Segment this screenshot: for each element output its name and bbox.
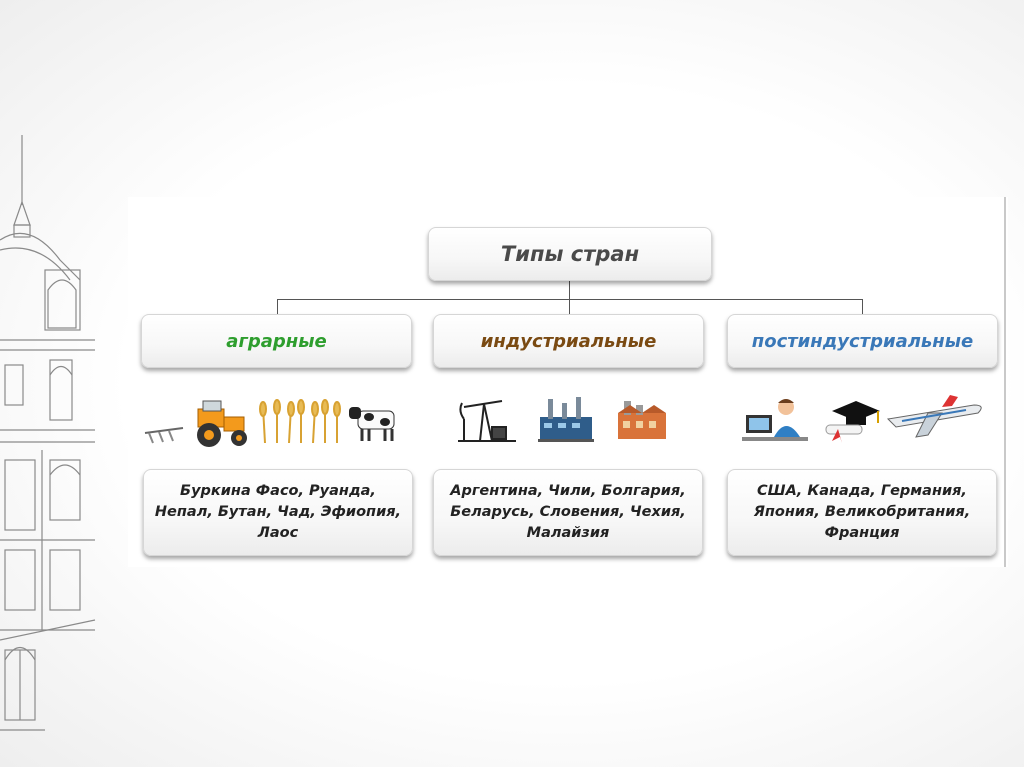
factory-icon bbox=[538, 397, 594, 442]
cow-icon bbox=[349, 407, 394, 441]
oil-pump-icon bbox=[458, 401, 516, 441]
graduation-cap-icon bbox=[826, 401, 880, 443]
connector-vertical-main bbox=[569, 281, 570, 300]
plant-icon bbox=[618, 401, 666, 439]
tractor-icon bbox=[145, 401, 247, 447]
airplane-icon bbox=[888, 395, 981, 437]
office-worker-icon bbox=[742, 399, 808, 441]
connector-right bbox=[862, 299, 863, 314]
building-sketch-decoration bbox=[0, 130, 100, 767]
node-agrarian: аграрные bbox=[141, 314, 412, 368]
postindustrial-icons bbox=[742, 393, 987, 448]
agrarian-icons bbox=[143, 395, 403, 450]
countries-industrial: Аргентина, Чили, Болгария, Беларусь, Словения, Чехия, Малайзия bbox=[433, 469, 703, 556]
wheat-icon bbox=[260, 400, 340, 443]
countries-postindustrial: США, Канада, Германия, Япония, Великобритания, Франция bbox=[727, 469, 997, 556]
node-industrial: индустриальные bbox=[433, 314, 704, 368]
countries-agrarian: Буркина Фасо, Руанда, Непал, Бутан, Чад, Эфиопия, Лаос bbox=[143, 469, 413, 556]
panel-edge bbox=[1004, 197, 1006, 567]
connector-middle bbox=[569, 299, 570, 314]
industrial-icons bbox=[458, 395, 678, 450]
node-postindustrial: постиндустриальные bbox=[727, 314, 998, 368]
connector-left bbox=[277, 299, 278, 314]
root-node-title: Типы стран bbox=[428, 227, 712, 281]
